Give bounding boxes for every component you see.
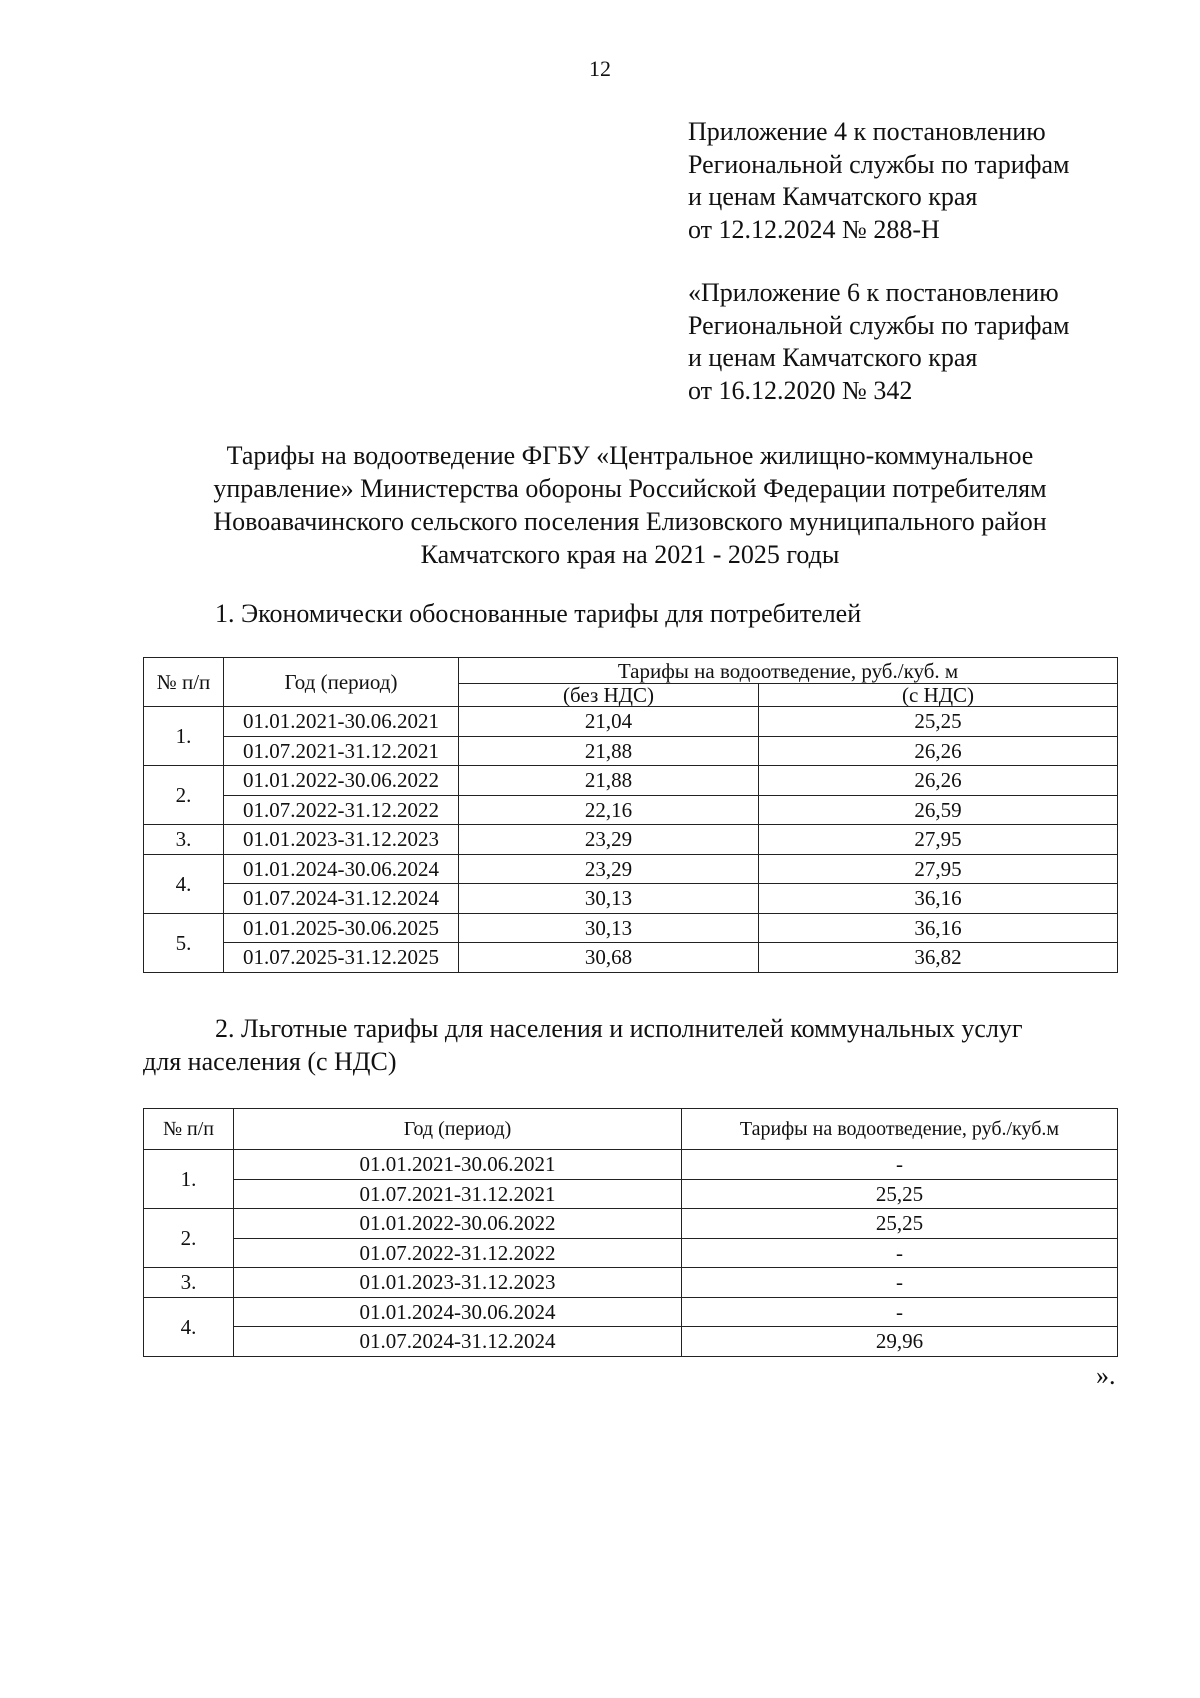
header-tariff: Тарифы на водоотведение, руб./куб. м [459,658,1118,684]
table-row [144,795,1118,825]
row-number: 4. [144,1297,234,1356]
table-row [144,736,1118,766]
tariff-without-vat-cell: 21,88 [459,736,759,766]
period-cell: 01.01.2021-30.06.2021 [234,1150,682,1180]
appendix-line: и ценам Камчатского края [688,343,978,372]
row-number: 3. [144,825,224,855]
appendix-line: Приложение 4 к постановлению [688,117,1046,146]
title-line: Новоавачинского сельского поселения Елизовского муниципального район [213,507,1047,536]
section2-heading: 2. Льготные тарифы для населения и исполнителей коммунальных услуг [215,1014,1023,1043]
table-row [144,1150,1118,1180]
header-period: Год (период) [224,658,459,707]
tariff-with-vat-cell: 26,26 [759,766,1118,796]
header-num: № п/п [144,1109,234,1150]
economic-tariffs-table [143,657,1118,973]
period-cell: 01.01.2022-30.06.2022 [224,766,459,796]
section1-heading: 1. Экономически обоснованные тарифы для потребителей [215,599,862,628]
row-number: 4. [144,854,224,913]
section2-heading-continued: для населения (с НДС) [143,1047,397,1076]
tariff-with-vat-cell: 25,25 [759,707,1118,737]
tariff-without-vat-cell: 23,29 [459,825,759,855]
tariff-without-vat-cell: 30,13 [459,913,759,943]
period-cell: 01.07.2022-31.12.2022 [224,795,459,825]
tariff-cell: - [682,1268,1118,1298]
period-cell: 01.01.2023-31.12.2023 [234,1268,682,1298]
tariff-without-vat-cell: 21,88 [459,766,759,796]
row-number: 1. [144,1150,234,1209]
preferential-tariffs-table [143,1108,1118,1357]
row-number: 1. [144,707,224,766]
tariff-cell: 29,96 [682,1327,1118,1357]
table-row [144,1327,1118,1357]
appendix-line: от 16.12.2020 № 342 [688,375,913,405]
tariff-with-vat-cell: 27,95 [759,854,1118,884]
table-row [144,1268,1118,1298]
header-period: Год (период) [234,1109,682,1150]
tariff-without-vat-cell: 23,29 [459,854,759,884]
header-tariff: Тарифы на водоотведение, руб./куб.м [682,1109,1118,1150]
header-num: № п/п [144,658,224,707]
table-row [144,766,1118,796]
tariff-with-vat-cell: 36,16 [759,913,1118,943]
period-cell: 01.01.2021-30.06.2021 [224,707,459,737]
tariff-cell: - [682,1150,1118,1180]
table-row [144,825,1118,855]
table-row [144,943,1118,973]
table-row [144,1209,1118,1239]
table-row [144,1179,1118,1209]
title-line: Камчатского края на 2021 - 2025 годы [420,540,840,569]
row-number: 2. [144,1209,234,1268]
table-row [144,854,1118,884]
period-cell: 01.07.2024-31.12.2024 [234,1327,682,1357]
page-number: 12 [589,56,611,81]
period-cell: 01.01.2024-30.06.2024 [234,1297,682,1327]
title-line: управление» Министерства обороны Российской Федерации потребителям [213,474,1047,503]
table-row [144,707,1118,737]
appendix-header-current [688,116,1069,246]
period-cell: 01.01.2025-30.06.2025 [224,913,459,943]
table-row [144,884,1118,914]
table-row [144,913,1118,943]
row-number: 5. [144,913,224,972]
appendix-line: «Приложение 6 к постановлению [688,278,1059,307]
period-cell: 01.07.2021-31.12.2021 [234,1179,682,1209]
row-number: 2. [144,766,224,825]
appendix-line: Региональной службы по тарифам [688,149,1070,179]
tariff-without-vat-cell: 30,68 [459,943,759,973]
period-cell: 01.01.2022-30.06.2022 [234,1209,682,1239]
tariff-without-vat-cell: 21,04 [459,707,759,737]
tariff-with-vat-cell: 36,16 [759,884,1118,914]
tariff-cell: - [682,1238,1118,1268]
header-with-vat: (с НДС) [759,684,1118,707]
period-cell: 01.07.2024-31.12.2024 [224,884,459,914]
tariff-with-vat-cell: 27,95 [759,825,1118,855]
tariff-with-vat-cell: 36,82 [759,943,1118,973]
table-row [144,1297,1118,1327]
period-cell: 01.07.2025-31.12.2025 [224,943,459,973]
title-line: Тарифы на водоотведение ФГБУ «Центральное жилищно-коммунальное [226,441,1034,470]
document-title [130,439,1130,571]
period-cell: 01.07.2021-31.12.2021 [224,736,459,766]
tariff-cell: 25,25 [682,1179,1118,1209]
period-cell: 01.01.2023-31.12.2023 [224,825,459,855]
tariff-without-vat-cell: 30,13 [459,884,759,914]
tariff-cell: 25,25 [682,1209,1118,1239]
period-cell: 01.07.2022-31.12.2022 [234,1238,682,1268]
closing-quote-mark: ». [1096,1361,1116,1390]
tariff-without-vat-cell: 22,16 [459,795,759,825]
appendix-line: и ценам Камчатского края [688,182,978,211]
table-row [144,1238,1118,1268]
header-without-vat: (без НДС) [459,684,759,707]
tariff-with-vat-cell: 26,26 [759,736,1118,766]
appendix-line: от 12.12.2024 № 288-Н [688,214,940,244]
tariff-cell: - [682,1297,1118,1327]
period-cell: 01.01.2024-30.06.2024 [224,854,459,884]
row-number: 3. [144,1268,234,1298]
tariff-with-vat-cell: 26,59 [759,795,1118,825]
appendix-header-amended [688,277,1069,407]
appendix-line: Региональной службы по тарифам [688,310,1070,340]
